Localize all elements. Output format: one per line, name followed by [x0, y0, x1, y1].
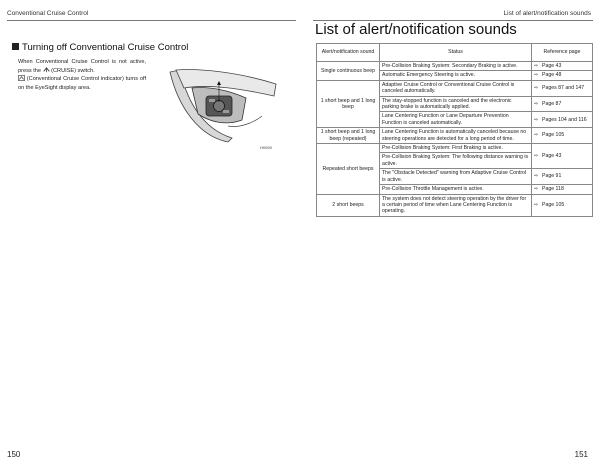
- page-link[interactable]: Page 43: [542, 152, 562, 159]
- page-link[interactable]: Page 105: [542, 201, 565, 208]
- alert-sounds-table: [316, 43, 593, 217]
- header-status: Status: [380, 44, 532, 62]
- status-cell: Adaptive Cruise Control or Conventional Cruise Control is canceled automatically.: [380, 80, 532, 96]
- reference-cell: [532, 80, 593, 96]
- reference-cell: [532, 144, 593, 169]
- running-header-left: Conventional Cruise Control: [7, 10, 89, 17]
- page-link[interactable]: Pages 87 and 147: [542, 85, 585, 92]
- arrow-icon: ⇨: [534, 152, 539, 159]
- reference-cell: [532, 169, 593, 185]
- status-cell: Pre-Collision Braking System: First Braking is active.: [380, 144, 532, 153]
- arrow-icon: ⇨: [534, 72, 539, 79]
- page-link[interactable]: Page 91: [542, 173, 562, 180]
- cruise-indicator-icon: [18, 75, 25, 81]
- sound-cell: 1 short beep and 1 long beep (repeated): [317, 128, 380, 144]
- reference-cell: [532, 185, 593, 194]
- table-row: [317, 128, 593, 144]
- status-cell: Automatic Emergency Steering is active.: [380, 71, 532, 80]
- status-cell: Pre-Collision Braking System: Secondary Braking is active.: [380, 62, 532, 71]
- instruction-text-2: (CRUISE) switch.: [51, 67, 95, 74]
- page-link[interactable]: Page 43: [542, 63, 562, 69]
- arrow-icon: ⇨: [534, 201, 539, 208]
- sound-cell: 2 short beeps: [317, 194, 380, 216]
- status-cell: The "Obstacle Detected" warning from Adaptive Cruise Control is active.: [380, 169, 532, 185]
- page-link[interactable]: Page 87: [542, 100, 562, 107]
- arrow-icon: ⇨: [534, 116, 539, 123]
- header-rule-left: [7, 20, 296, 21]
- sound-cell: 1 short beep and 1 long beep: [317, 80, 380, 127]
- status-cell: Pre-Collision Throttle Management is active.: [380, 185, 532, 194]
- table-header-row: [317, 44, 593, 62]
- page-link[interactable]: Page 48: [542, 72, 562, 79]
- reference-cell: [532, 112, 593, 128]
- figure-id: H0059: [260, 145, 272, 150]
- instruction-text-1: When Conventional Cruise Control is not active, press the: [18, 59, 146, 74]
- reference-cell: [532, 71, 593, 80]
- page-title: List of alert/notification sounds: [315, 21, 517, 38]
- reference-cell: [532, 96, 593, 112]
- page-link[interactable]: Page 105: [542, 132, 565, 139]
- arrow-icon: ⇨: [534, 63, 539, 69]
- table-row: [317, 194, 593, 216]
- page-link[interactable]: Page 118: [542, 186, 564, 193]
- arrow-icon: ⇨: [534, 85, 539, 92]
- cruise-switch-icon: [43, 67, 50, 73]
- instruction-text-3: (Conventional Cruise Control indicator) turns off on the EyeSight display area.: [18, 76, 146, 91]
- square-bullet-icon: [12, 43, 19, 50]
- status-cell: Pre-Collision Braking System: The following distance warning is active.: [380, 153, 532, 169]
- running-header-right: List of alert/notification sounds: [503, 10, 591, 17]
- arrow-icon: ⇨: [534, 173, 539, 180]
- header-reference: Reference page: [532, 44, 593, 62]
- status-cell: Lane Centering Function or Lane Departure Prevention Function is canceled automatically.: [380, 112, 532, 128]
- table-row: [317, 144, 593, 153]
- instruction-paragraph: [18, 58, 146, 92]
- sound-cell: Repeated short beeps: [317, 144, 380, 194]
- arrow-icon: ⇨: [534, 132, 539, 139]
- reference-cell: [532, 62, 593, 71]
- header-sound: Alert/notification sound: [317, 44, 380, 62]
- page-number-right: 151: [574, 450, 588, 459]
- steering-wheel-illustration: [168, 66, 280, 146]
- table-row: [317, 62, 593, 71]
- status-cell: The stay-stopped function is canceled and the electronic parking brake is automatically applied.: [380, 96, 532, 112]
- status-cell: The system does not detect steering operation by the driver for a certain period of time when Lane Centering Function is operating.: [380, 194, 532, 216]
- table-row: [317, 80, 593, 96]
- reference-cell: [532, 128, 593, 144]
- section-title: [12, 42, 188, 53]
- page-number-left: 150: [7, 450, 21, 459]
- arrow-icon: ⇨: [534, 100, 539, 107]
- status-cell: Lane Centering Function is automatically canceled because no steering operations are detected for a long period of time.: [380, 128, 532, 144]
- arrow-icon: ⇨: [534, 186, 539, 193]
- reference-cell: [532, 194, 593, 216]
- section-title-text: Turning off Conventional Cruise Control: [22, 42, 189, 53]
- page-link[interactable]: Pages 104 and 116: [542, 116, 587, 123]
- sound-cell: Single continuous beep: [317, 62, 380, 81]
